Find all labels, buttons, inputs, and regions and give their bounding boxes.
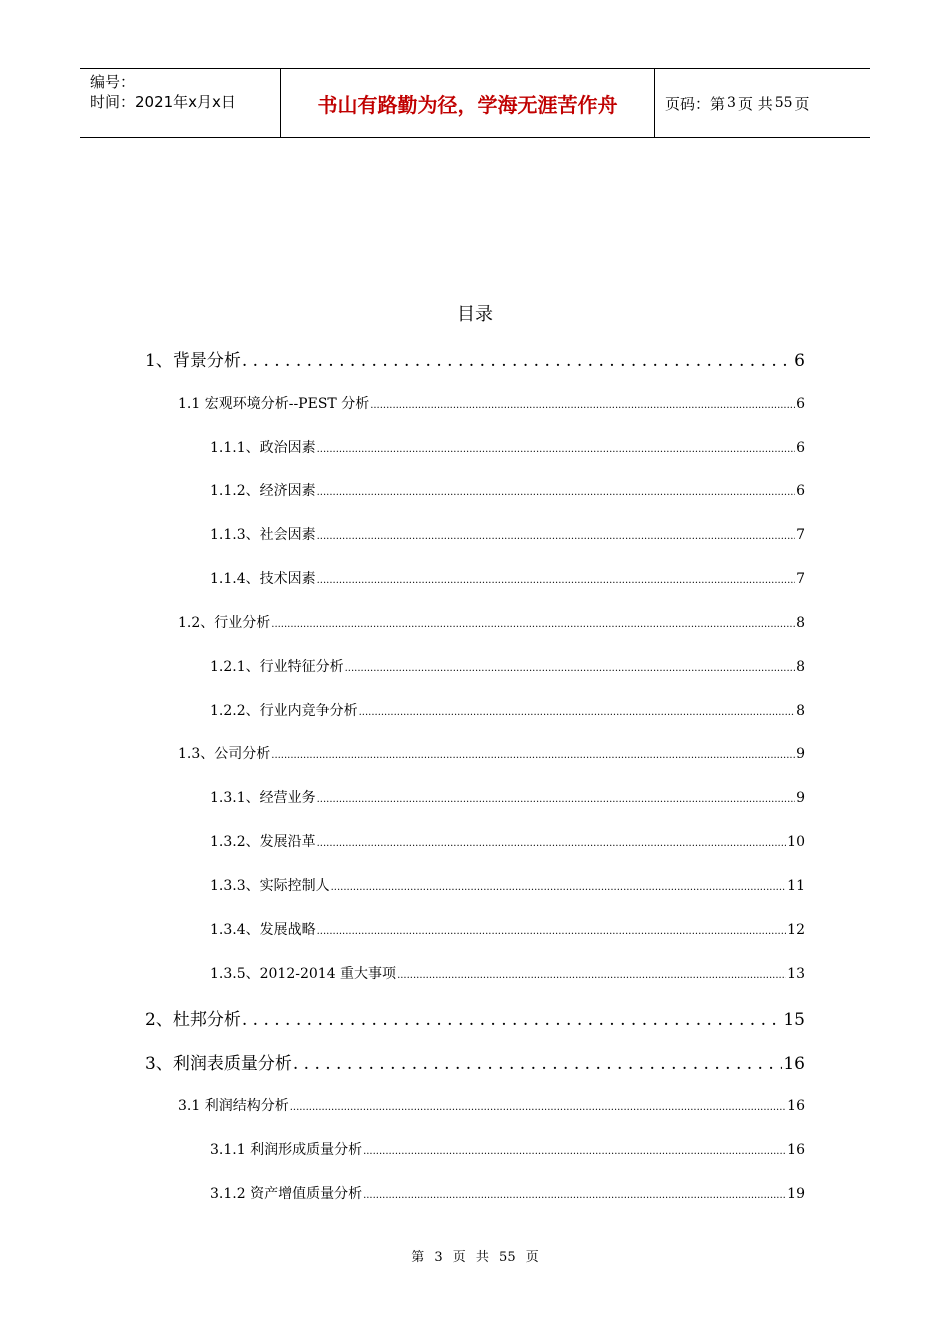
number-label: 编号：: [90, 73, 136, 91]
toc-entry[interactable]: [210, 700, 805, 720]
toc-entry-label: 3.1 利润结构分析: [178, 1098, 289, 1114]
toc-leader: [317, 527, 795, 543]
toc-entry-label: 3.1.2 资产增值质量分析: [210, 1186, 363, 1202]
toc-entry[interactable]: [178, 1095, 805, 1115]
toc-leader: [397, 966, 786, 982]
page-current: 3: [727, 95, 736, 111]
toc-entry-page: 10: [787, 834, 805, 850]
toc-entry-page: 19: [787, 1186, 805, 1202]
toc-entry-label: 1.2、行业分析: [178, 615, 271, 631]
toc-entry-label: 1、背景分析: [145, 351, 241, 371]
toc-entry-label: 1.2.1、行业特征分析: [210, 659, 344, 675]
toc-entry-label: 1.3.2、发展沿革: [210, 834, 316, 850]
header-page-info: [655, 69, 870, 137]
toc-entry-label: 1.3.4、发展战略: [210, 922, 316, 938]
toc-entry[interactable]: [145, 346, 805, 371]
toc-leader: [242, 351, 793, 371]
toc-entry-label: 1.3.3、实际控制人: [210, 878, 330, 894]
toc-entry-page: 16: [787, 1142, 805, 1158]
toc-entry[interactable]: [210, 787, 805, 807]
toc-entry-page: 11: [787, 878, 805, 894]
toc-leader: [317, 483, 795, 499]
toc-entry[interactable]: [145, 1005, 805, 1030]
toc-entry-page: 16: [783, 1054, 805, 1074]
toc-entry[interactable]: [210, 1183, 805, 1203]
page-total: 55: [774, 95, 793, 111]
toc-leader: [345, 659, 795, 675]
header-meta: [80, 69, 281, 137]
toc-entry-page: 12: [787, 922, 805, 938]
toc-entry-page: 6: [796, 483, 805, 499]
page-footer: 第 3 页 共 55 页: [411, 1250, 539, 1265]
toc-entry-page: 7: [796, 571, 805, 587]
toc-entry[interactable]: [210, 831, 805, 851]
toc-entry-label: 1.1.2、经济因素: [210, 483, 316, 499]
toc-entry-label: 1.3、公司分析: [178, 746, 271, 762]
toc-entry-label: 1.2.2、行业内竞争分析: [210, 703, 358, 719]
toc-entry-page: 9: [796, 746, 805, 762]
toc-leader: [271, 746, 795, 762]
toc-leader: [242, 1010, 783, 1030]
toc-leader: [317, 790, 795, 806]
toc-leader: [359, 703, 795, 719]
toc-entry[interactable]: [178, 612, 805, 632]
toc-leader: [317, 922, 787, 938]
toc-leader: [293, 1054, 783, 1074]
toc-leader: [370, 396, 795, 412]
toc-entry-label: 2、杜邦分析: [145, 1010, 241, 1030]
header-motto: 书山有路勤为径，学海无涯苦作舟: [281, 69, 655, 137]
toc-entry[interactable]: [178, 393, 805, 413]
toc-entry-page: 16: [787, 1098, 805, 1114]
toc-entry-label: 3.1.1 利润形成质量分析: [210, 1142, 363, 1158]
toc-entry[interactable]: [210, 963, 805, 983]
toc-entry[interactable]: [210, 568, 805, 588]
toc-entry[interactable]: [210, 437, 805, 457]
toc-entry[interactable]: [210, 919, 805, 939]
toc-entry[interactable]: [145, 1049, 805, 1074]
page-label-prefix: 页码：第: [665, 94, 726, 113]
toc-leader: [331, 878, 787, 894]
toc-leader: [317, 440, 795, 456]
toc-entry[interactable]: [210, 524, 805, 544]
page-label-suffix: 页: [794, 94, 810, 113]
toc-entry-label: 3、利润表质量分析: [145, 1054, 292, 1074]
toc-entry[interactable]: [210, 656, 805, 676]
toc-entry-label: 1.1 宏观环境分析--PEST 分析: [178, 396, 370, 412]
toc-entry-page: 6: [796, 396, 805, 412]
toc-leader: [271, 615, 795, 631]
toc-entry-page: 6: [794, 351, 805, 371]
toc-entry-page: 9: [796, 790, 805, 806]
toc-entry-page: 7: [796, 527, 805, 543]
toc-title: 目录: [457, 304, 493, 325]
toc-entry-label: 1.3.1、经营业务: [210, 790, 316, 806]
toc-entry-label: 1.1.4、技术因素: [210, 571, 316, 587]
toc-entry[interactable]: [210, 875, 805, 895]
toc-entry-page: 8: [796, 615, 805, 631]
toc-entry-page: 8: [796, 703, 805, 719]
toc-entry-page: 6: [796, 440, 805, 456]
toc-entry[interactable]: [210, 1139, 805, 1159]
toc-entry[interactable]: [210, 480, 805, 500]
toc-entry-page: 13: [787, 966, 805, 982]
toc-leader: [363, 1186, 786, 1202]
toc-leader: [363, 1142, 786, 1158]
page-label-mid: 页 共: [737, 94, 773, 113]
toc-entry[interactable]: [178, 743, 805, 763]
toc-entry-label: 1.1.1、政治因素: [210, 440, 316, 456]
page-header: [80, 68, 870, 138]
toc-entry-label: 1.1.3、社会因素: [210, 527, 316, 543]
toc-entry-page: 15: [783, 1010, 805, 1030]
time-label: 时间：2021年x月x日: [90, 93, 236, 111]
toc-leader: [317, 571, 795, 587]
toc-leader: [290, 1098, 786, 1114]
toc-entry-page: 8: [796, 659, 805, 675]
toc-entry-label: 1.3.5、2012-2014 重大事项: [210, 966, 397, 982]
toc-leader: [317, 834, 787, 850]
